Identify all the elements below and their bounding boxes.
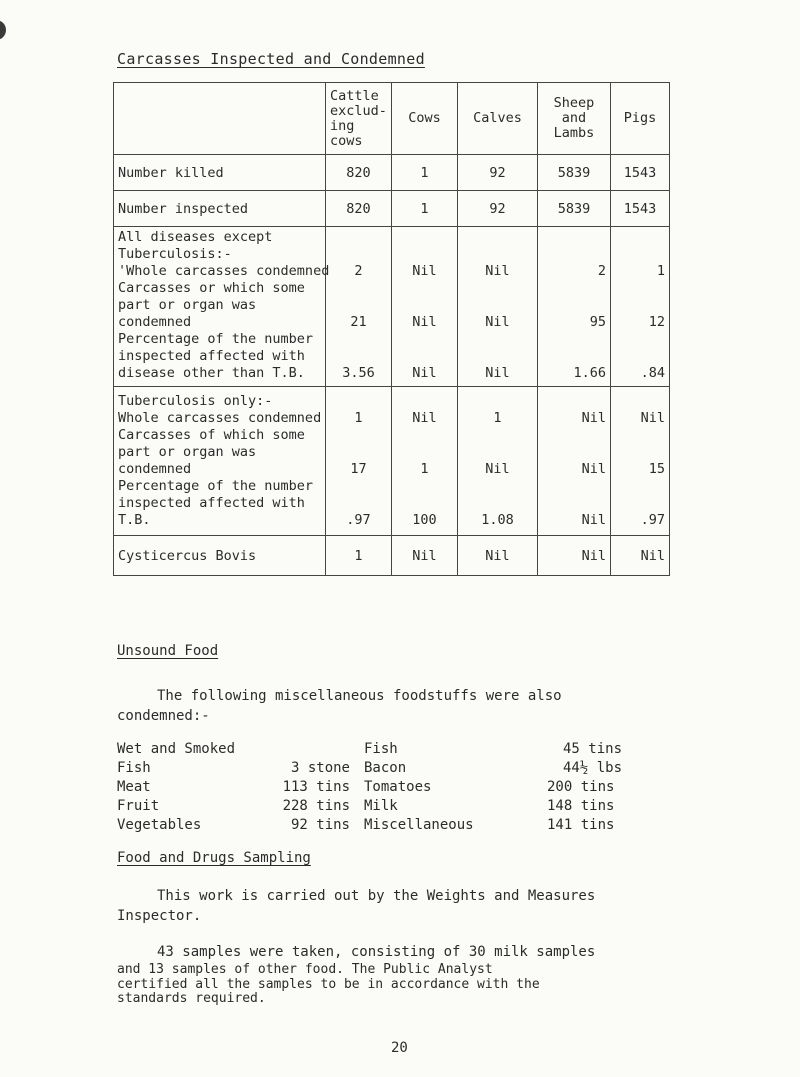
header-pigs: Pigs [611, 83, 670, 155]
unsound-intro-line1: The following miscellaneous foodstuffs were also [157, 688, 562, 704]
table-header-row [114, 83, 670, 155]
header-cattle: Cattle exclud- ing cows [326, 83, 392, 155]
header-sheep: Sheep and Lambs [538, 83, 611, 155]
table-section-tuberculosis: Tuberculosis only:- Whole carcasses condemned Carcasses of which some part or organ was condemned Percentage of the number inspected affected with T.B. 1 17 .97 Nil 1 100 1 Nil 1.08 Nil Nil Nil Nil 15 .97 [114, 387, 670, 536]
punch-hole-mark [0, 20, 6, 40]
sampling-p1-line1: This work is carried out by the Weights and Measures [157, 888, 596, 904]
overflow-lines: certified all the samples to be in accordance with the standards required. [117, 977, 540, 1006]
list-item: Fish 3 stone Bacon 44½ lbs [117, 760, 623, 776]
table-section-all-diseases: All diseases except Tuberculosis:- 'Whole carcasses condemned Carcasses or which some part or organ was condemned Percentage of the number inspected affected with disease other than T.B. 2 21 3.56 Nil Nil Nil Nil Nil Nil 2 95 1.66 1 12 .84 [114, 227, 670, 387]
sampling-p2-line2: and 13 samples of other food. The Public Analyst [117, 962, 493, 977]
page-number: 20 [391, 1040, 408, 1056]
sampling-p2-line1: 43 samples were taken, consisting of 30 milk samples [157, 944, 596, 960]
table-row-cysticercus: Cysticercus Bovis 1 Nil Nil Nil Nil [114, 536, 670, 576]
list-item: Vegetables 92 tins Miscellaneous 141 tins [117, 817, 615, 833]
sampling-p1-line2: Inspector. [117, 908, 202, 924]
list-item: Fruit 228 tins Milk 148 tins [117, 798, 615, 814]
list-item: Meat 113 tins Tomatoes 200 tins [117, 779, 615, 795]
header-blank [114, 83, 326, 155]
table-row: Number killed 820 1 92 5839 1543 [114, 155, 670, 191]
unsound-food-list [117, 741, 677, 836]
table-row: Number inspected 820 1 92 5839 1543 [114, 191, 670, 227]
sampling-heading: Food and Drugs Sampling [117, 850, 311, 866]
page-title: Carcasses Inspected and Condemned [117, 50, 425, 68]
header-calves: Calves [458, 83, 538, 155]
carcasses-table [113, 82, 670, 576]
header-cows: Cows [392, 83, 458, 155]
unsound-intro-line2: condemned:- [117, 708, 210, 724]
unsound-food-heading: Unsound Food [117, 643, 219, 659]
list-item: Wet and Smoked Fish 45 tins [117, 741, 623, 757]
